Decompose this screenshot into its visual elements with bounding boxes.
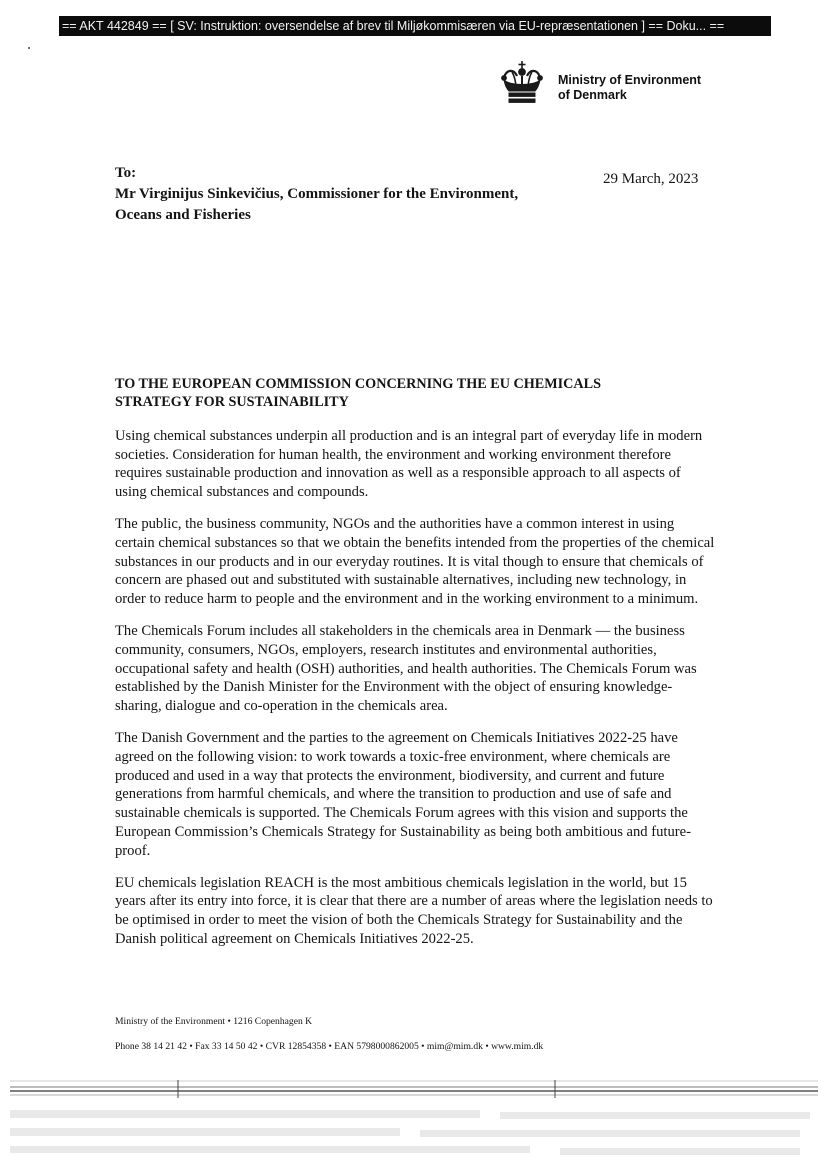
letterhead-line-1: Ministry of Environment	[558, 73, 702, 87]
scan-speck	[28, 47, 30, 49]
footer-address: Ministry of the Environment • 1216 Copenhagen K	[115, 1016, 313, 1027]
body-paragraph-5: EU chemicals legislation REACH is the most ambitious chemicals legislation in the world, but 15 years after its entry into force, it is clear that there are a number of areas where the legislation needs to be optimised in order to meet the vision of both the Chemicals Strategy for Sustainability and the Danish political agreement on Chemicals Initiatives 2022-25.	[115, 874, 713, 947]
letter-subject	[115, 375, 705, 411]
subject-line-1: TO THE EUROPEAN COMMISSION CONCERNING THE EU CHEMICALS	[115, 376, 601, 392]
footer-contact: Phone 38 14 21 42 • Fax 33 14 50 42 • CVR 12854358 • EAN 5798000862005 • mim@mim.dk • www.mim.dk	[115, 1041, 544, 1052]
letterhead-line-2: of Denmark	[558, 88, 627, 102]
royal-crown-icon	[498, 60, 546, 106]
recipient-block	[115, 184, 585, 226]
body-paragraph-1: Using chemical substances underpin all production and is an integral part of everyday life in modern societies. Consideration for human health, the environment and working environment therefore requires sustainable production and innovation as well as a responsible approach to all aspects of using chemical substances and compounds.	[115, 428, 703, 501]
subject-line-2: STRATEGY FOR SUSTAINABILITY	[115, 394, 349, 410]
recipient-line-1: Mr Virginijus Sinkevičius, Commissioner for the Environment,	[115, 186, 519, 202]
body-paragraph-3: The Chemicals Forum includes all stakeholders in the chemicals area in Denmark — the business community, consumers, NGOs, employers, research institutes and environmental authorities, occupational safety and health (OSH) authorities, and health authorities. The Chemicals Forum was established by the Danish Minister for the Environment with the object of ensuring knowledge-sharing, dialogue and co-operation in the chemicals area.	[115, 623, 697, 715]
letter-date: 29 March, 2023	[603, 171, 699, 187]
scan-artifact-region	[0, 1070, 826, 1169]
recipient-line-2: Oceans and Fisheries	[115, 207, 251, 223]
to-label: To:	[115, 165, 137, 181]
bleed-through-text	[10, 1110, 810, 1155]
body-paragraph-4: The Danish Government and the parties to the agreement on Chemicals Initiatives 2022-25 have agreed on the following vision: to work towards a toxic-free environment, where chemicals are produced and used in a way that protects the environment, biodiversity, and current and future generations from harmful chemicals, and where the transition to production and use of safe and sustainable chemicals is supported. The Chemicals Forum agrees with this vision and supports the European Commission’s Chemicals Strategy for Sustainability as being both ambitious and future-proof.	[115, 730, 691, 859]
body-paragraph-2: The public, the business community, NGOs and the authorities have a common interest in using certain chemical substances so that we obtain the benefits intended from the properties of the chemical substances in our products and in our everyday routines. It is vital though to ensure that chemicals of concern are phased out and substituted with sustainable alternatives, including new technology, in order to reduce harm to people and the environment and in the working environment to a minimum.	[115, 516, 715, 608]
document-header-bar: == AKT 442849 == [ SV: Instruktion: oversendelse af brev til Miljøkommisæren via EU-repræsentationen ] == Doku... ==	[59, 16, 771, 36]
ministry-letterhead	[498, 60, 758, 108]
scan-artifact-lines	[10, 1080, 818, 1098]
letter-body	[115, 427, 715, 962]
